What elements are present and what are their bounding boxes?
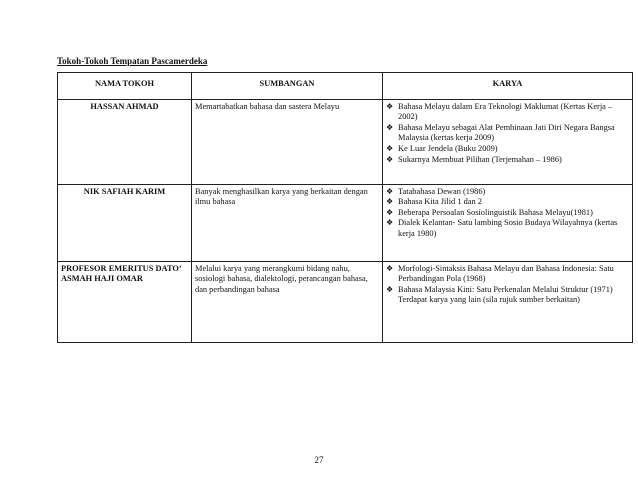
table-row — [58, 99, 633, 184]
karya-item: ❖ Bahasa Melayu dalam Era Teknologi Maklumat (Kertas Kerja – 2002) — [386, 101, 613, 122]
karya-item: ❖ Morfologi-Sintaksis Bahasa Melayu dan Bahasa Indonesia: Satu Perbandingan Pola (1968) — [386, 263, 614, 284]
page-title: Tokoh-Tokoh Tempatan Pascamerdeka — [57, 56, 208, 66]
karya-cell — [383, 261, 633, 342]
karya-item: ❖ Bahasa Malaysia Kini: Satu Perkenalan Melalui Struktur (1971) — [386, 284, 613, 294]
table-row — [58, 184, 633, 261]
diamond-bullet-icon: ❖ — [386, 122, 394, 132]
karya-cell — [383, 184, 633, 261]
page-number: 27 — [314, 455, 324, 465]
sumbangan-cell: Memartabatkan bahasa dan sastera Melayu — [192, 99, 383, 184]
diamond-bullet-icon: ❖ — [386, 207, 394, 217]
karya-item: ❖ Dialek Kelantan- Satu lambing Sosio Budaya Wilayahnya (kertas kerja 1980) — [386, 218, 618, 238]
tokoh-name: PROFESOR EMERITUS DATO’ ASMAH HAJI OMAR — [58, 261, 192, 342]
karya-note: Terdapat karya yang lain (sila rujuk sumber berkaitan) — [398, 295, 580, 305]
tokoh-name: NIK SAFIAH KARIM — [58, 184, 192, 261]
header-sumbangan: SUMBANGAN — [192, 73, 383, 100]
diamond-bullet-icon: ❖ — [386, 101, 394, 111]
karya-list — [386, 187, 629, 240]
diamond-bullet-icon: ❖ — [386, 284, 394, 294]
karya-list — [386, 102, 629, 166]
diamond-bullet-icon: ❖ — [386, 186, 394, 196]
header-nama-tokoh: NAMA TOKOH — [58, 73, 192, 100]
sumbangan-cell: Banyak menghasilkan karya yang berkaitan dengan ilmu bahasa — [192, 184, 383, 261]
diamond-bullet-icon: ❖ — [386, 263, 394, 273]
karya-item: ❖ Sukarnya Membuat Pilihan (Terjemahan – 1986) — [386, 154, 562, 164]
diamond-bullet-icon: ❖ — [386, 143, 394, 153]
tokoh-name: HASSAN AHMAD — [58, 99, 192, 184]
sumbangan-cell: Melalui karya yang merangkumi bidang nahu, sosiologi bahasa, dialektologi, perancangan bahasa, dan perbandingan bahasa — [192, 261, 383, 342]
diamond-bullet-icon: ❖ — [386, 218, 394, 228]
karya-list — [386, 264, 629, 306]
karya-item: ❖ Bahasa Kita Jilid 1 dan 2 — [386, 197, 482, 207]
karya-item: ❖ Tatabahasa Dewan (1986) — [386, 186, 486, 196]
diamond-bullet-icon: ❖ — [386, 154, 394, 164]
tokoh-table — [57, 72, 633, 343]
table-row — [58, 261, 633, 342]
karya-cell — [383, 99, 633, 184]
karya-item: ❖ Ke Luar Jendela (Buku 2009) — [386, 143, 498, 153]
header-karya: KARYA — [383, 73, 633, 100]
diamond-bullet-icon: ❖ — [386, 197, 394, 207]
table-header-row — [58, 73, 633, 100]
karya-item: ❖ Bahasa Melayu sebagai Alat Pembinaan Jati Diri Negara Bangsa Malaysia (kertas kerja 2009) — [386, 122, 615, 143]
karya-item: ❖ Beberapa Persoalan Sosiolinguistik Bahasa Melayu(1981) — [386, 207, 593, 217]
